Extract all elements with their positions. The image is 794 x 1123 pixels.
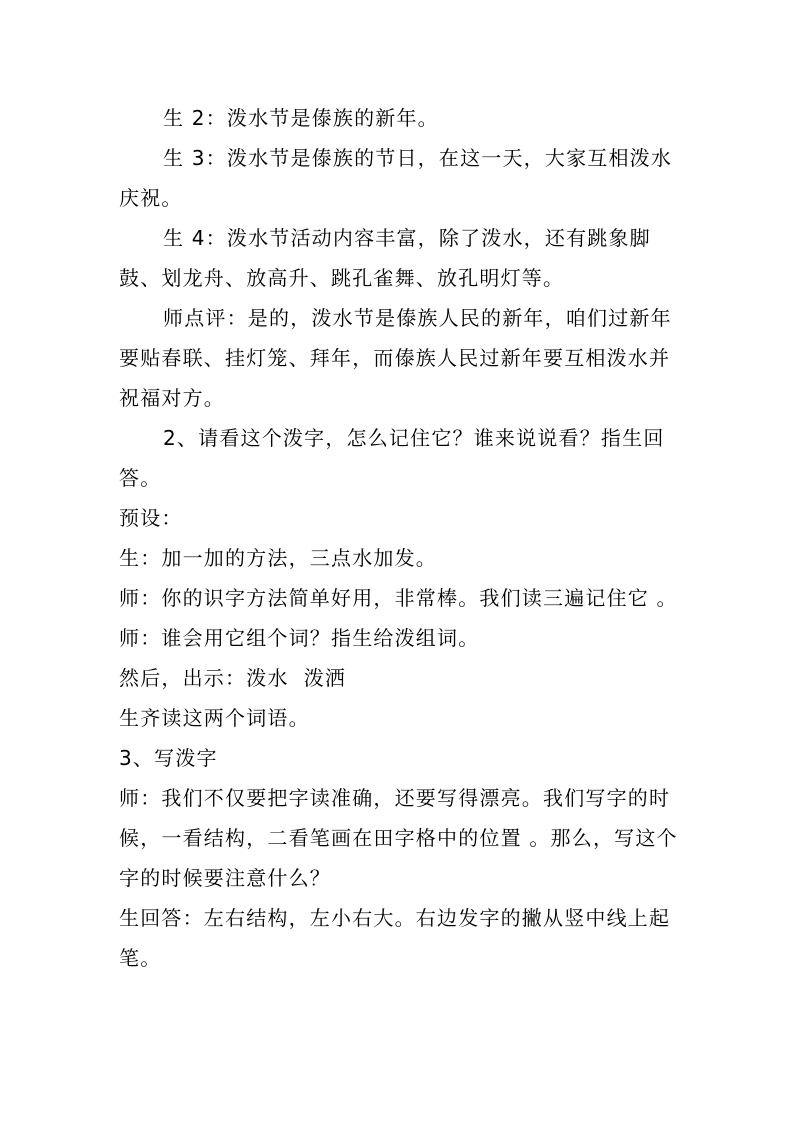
paragraph-student-4: 生 4：泼水节活动内容丰富，除了泼水，还有跳象脚鼓、划龙舟、放高升、跳孔雀舞、放孔明灯等。	[119, 226, 651, 290]
paragraph-student-writing-answer: 生回答：左右结构，左小右大。右边发字的撇从竖中线上起笔。	[119, 906, 671, 970]
paragraph-preset: 预设：	[119, 506, 183, 530]
paragraph-section-3: 3、写泼字	[119, 746, 218, 770]
paragraph-teacher-words: 师：谁会用它组个词？指生给泼组词。	[119, 626, 480, 650]
paragraph-student-answer: 生：加一加的方法，三点水加发。	[119, 546, 437, 570]
paragraph-student-3: 生 3：泼水节是傣族的节日，在这一天，大家互相泼水庆祝。	[119, 146, 673, 210]
paragraph-question-2: 2、请看这个泼字，怎么记住它？谁来说说看？指生回答。	[119, 426, 665, 490]
paragraph-teacher-writing: 师：我们不仅要把字读准确，还要写得漂亮。我们写字的时候，一看结构，二看笔画在田字格中的位置 。那么，写这个字的时候要注意什么？	[119, 786, 678, 890]
paragraph-student-2: 生 2：泼水节是傣族的新年。	[163, 106, 439, 130]
paragraph-teacher-comment: 师点评：是的，泼水节是傣族人民的新年，咱们过新年要贴春联、挂灯笼、拜年，而傣族人民过新年要互相泼水并祝福对方。	[119, 306, 672, 410]
paragraph-read-words: 生齐读这两个词语。	[119, 706, 310, 730]
document-body	[119, 98, 679, 978]
paragraph-show-words: 然后，出示：泼水 泼洒	[119, 666, 347, 690]
paragraph-teacher-praise: 师：你的识字方法简单好用，非常棒。我们读三遍记住它 。	[119, 586, 678, 610]
